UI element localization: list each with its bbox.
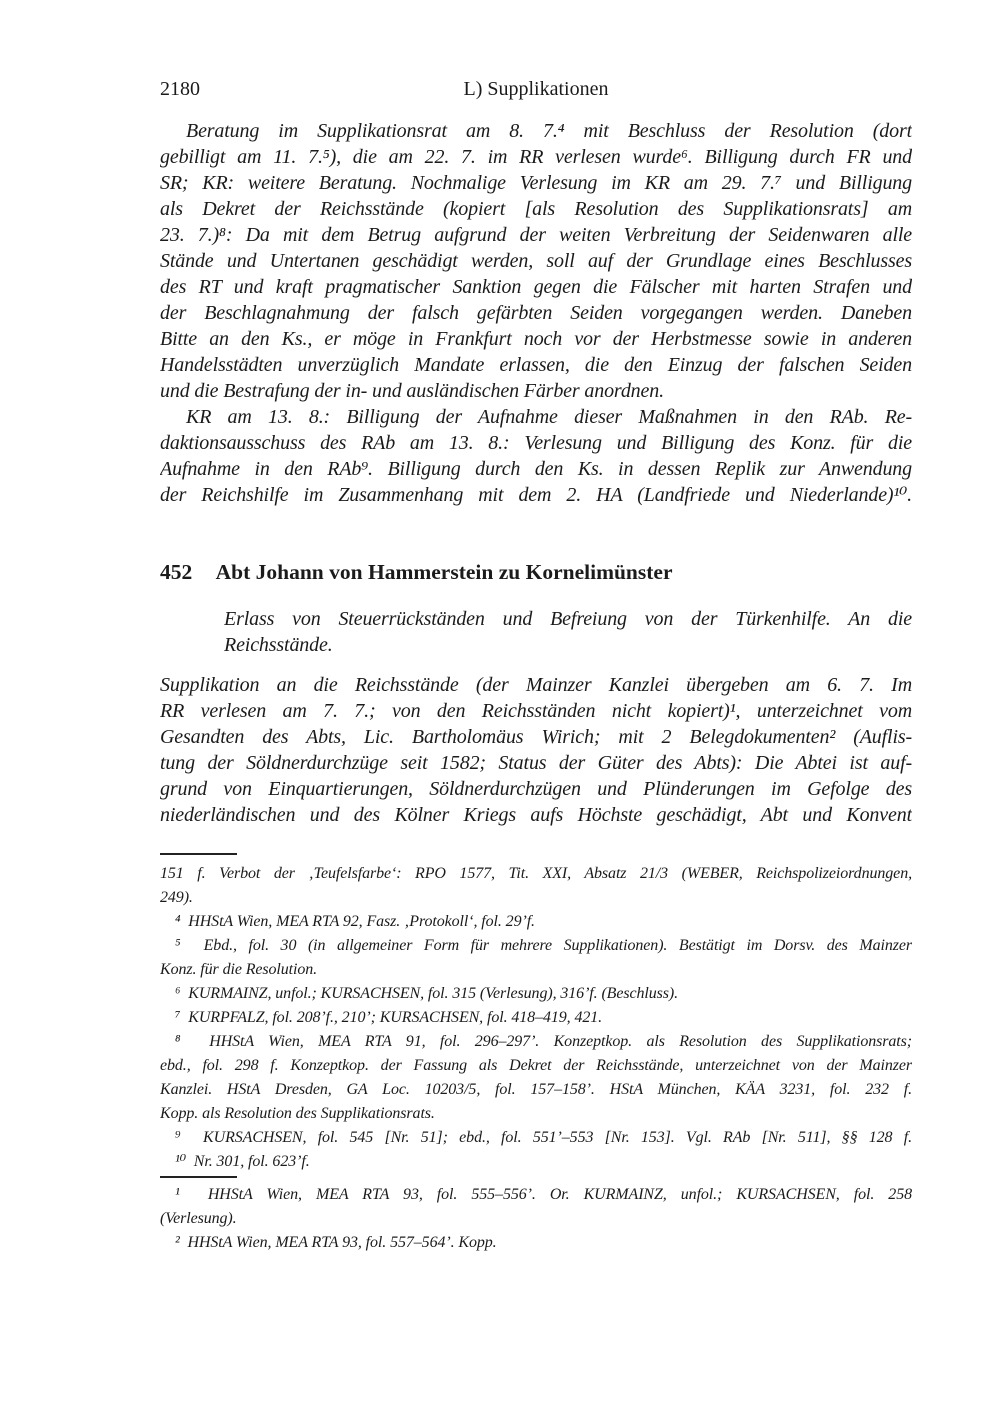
text-line: Handelsstädten unverzüglich Mandate erlassen, die den Einzug der falschen Seiden <box>160 354 912 376</box>
text-line: als Dekret der Reichsstände (kopiert [als Resolution des Supplikationsrats] am <box>160 198 912 220</box>
text-line: des RT und kraft pragmatischer Sanktion gegen die Fälscher mit harten Strafen und <box>160 276 912 298</box>
text-line: Gesandten des Abts, Lic. Bartholomäus Wirich; mit 2 Belegdokumenten² (Auflis- <box>160 726 912 748</box>
text-line: SR; KR: weitere Beratung. Nochmalige Verlesung im KR am 29. 7.⁷ und Billigung <box>160 172 912 194</box>
text-line: Beratung im Supplikationsrat am 8. 7.⁴ mit Beschluss der Resolution (dort <box>186 120 912 142</box>
footnote-separator <box>160 853 237 855</box>
protocol-paragraph-2 <box>160 404 912 508</box>
footnote-line: ⁷ KURPFALZ, fol. 208’f., 210’; KURSACHSEN, fol. 418–419, 421. <box>175 1009 603 1026</box>
footnote-line: 249). <box>160 889 193 906</box>
footnote-line: ¹⁰ Nr. 301, fol. 623’f. <box>175 1153 310 1170</box>
text-line: Supplikation an die Reichsstände (der Mainzer Kanzlei übergeben am 6. 7. Im <box>160 674 912 696</box>
protocol-paragraph-1 <box>160 118 912 404</box>
footnote-line: ebd., fol. 298 f. Konzeptkop. der Fassung als Dekret der Reichsstände, unterzeichnet von der Mainzer <box>160 1057 912 1074</box>
supplication-paragraph <box>160 672 912 828</box>
text-line: der Reichshilfe im Zusammenhang mit dem 2. HA (Landfriede und Niederlande)¹⁰. <box>160 484 912 506</box>
text-line: Bitte an den Ks., er möge in Frankfurt noch vor der Herbstmesse sowie in anderen <box>160 328 912 350</box>
footnote-line: ⁵ Ebd., fol. 30 (in allgemeiner Form für mehrere Supplikationen). Bestätigt im Dorsv. des Mainzer <box>175 937 912 954</box>
entry-number: 452 <box>160 560 193 584</box>
text-line: gebilligt am 11. 7.⁵), die am 22. 7. im RR verlesen wurde⁶. Billigung durch FR und <box>160 146 912 168</box>
regest-summary <box>160 606 912 658</box>
footnote-line: (Verlesung). <box>160 1210 237 1227</box>
entry-title: Abt Johann von Hammerstein zu Kornelimünster <box>215 560 673 584</box>
text-line: niederländischen und des Kölner Kriegs aufs Höchste geschädigt, Abt und Konvent <box>160 804 912 826</box>
entry-heading <box>160 557 912 587</box>
page-number: 2180 <box>160 78 200 100</box>
footnote-line: ⁶ KURMAINZ, unfol.; KURSACHSEN, fol. 315 (Verlesung), 316’f. (Beschluss). <box>175 985 679 1002</box>
text-line: daktionsausschuss des RAb am 13. 8.: Verlesung und Billigung des Konz. für die <box>160 432 912 454</box>
text-line: tung der Söldnerdurchzüge seit 1582; Status der Güter des Abts): Die Abtei ist auf- <box>160 752 912 774</box>
running-header <box>160 76 912 102</box>
footnote-line: ⁸ HHStA Wien, MEA RTA 91, fol. 296–297’. Konzeptkop. als Resolution des Supplikationsrats; <box>175 1033 912 1050</box>
footnote-line: ¹ HHStA Wien, MEA RTA 93, fol. 555–556’. Or. KURMAINZ, unfol.; KURSACHSEN, fol. 258 <box>175 1186 912 1203</box>
running-title: L) Supplikationen <box>463 78 609 100</box>
footnotes-block-2 <box>160 1183 912 1255</box>
footnote-line: Kopp. als Resolution des Supplikationsrats. <box>160 1105 435 1122</box>
footnote-line: Konz. für die Resolution. <box>160 961 318 978</box>
footnote-line: 151 f. Verbot der ‚Teufelsfarbe‘: RPO 1577, Tit. XXI, Absatz 21/3 (WEBER, Reichspolizeiordnungen, <box>160 865 912 882</box>
text-line: der Beschlagnahmung der falsch gefärbten Seiden vorgegangen werden. Daneben <box>160 302 912 324</box>
text-line: RR verlesen am 7. 7.; von den Reichsständen nicht kopiert)¹, unterzeichnet vom <box>160 700 912 722</box>
text-line: und die Bestrafung der in- und ausländischen Färber anordnen. <box>160 380 664 402</box>
text-line: Erlass von Steuerrückständen und Befreiung von der Türkenhilfe. An die <box>224 608 912 630</box>
footnote-line: ² HHStA Wien, MEA RTA 93, fol. 557–564’. Kopp. <box>175 1234 497 1251</box>
text-line: Aufnahme in den RAb⁹. Billigung durch den Ks. in dessen Replik zur Anwendung <box>160 458 912 480</box>
footnote-separator <box>160 1176 237 1178</box>
footnotes-block-1 <box>160 862 912 1174</box>
text-line: grund von Einquartierungen, Söldnerdurchzügen und Plünderungen im Gefolge des <box>160 778 912 800</box>
footnote-line: Kanzlei. HStA Dresden, GA Loc. 10203/5, fol. 157–158’. HStA München, KÄA 3231, fol. 232 f. <box>160 1081 912 1098</box>
text-line: KR am 13. 8.: Billigung der Aufnahme dieser Maßnahmen in den RAb. Re- <box>186 406 912 428</box>
text-line: Stände und Untertanen geschädigt werden, soll auf der Grundlage eines Beschlusses <box>160 250 912 272</box>
text-line: Reichsstände. <box>224 634 333 656</box>
text-line: 23. 7.)⁸: Da mit dem Betrug aufgrund der weiten Verbreitung der Seidenwaren alle <box>160 224 912 246</box>
footnote-line: ⁹ KURSACHSEN, fol. 545 [Nr. 51]; ebd., fol. 551’–553 [Nr. 153]. Vgl. RAb [Nr. 511], §§ 128 f. <box>175 1129 912 1146</box>
footnote-line: ⁴ HHStA Wien, MEA RTA 92, Fasz. ‚Protokoll‘, fol. 29’f. <box>175 913 535 930</box>
